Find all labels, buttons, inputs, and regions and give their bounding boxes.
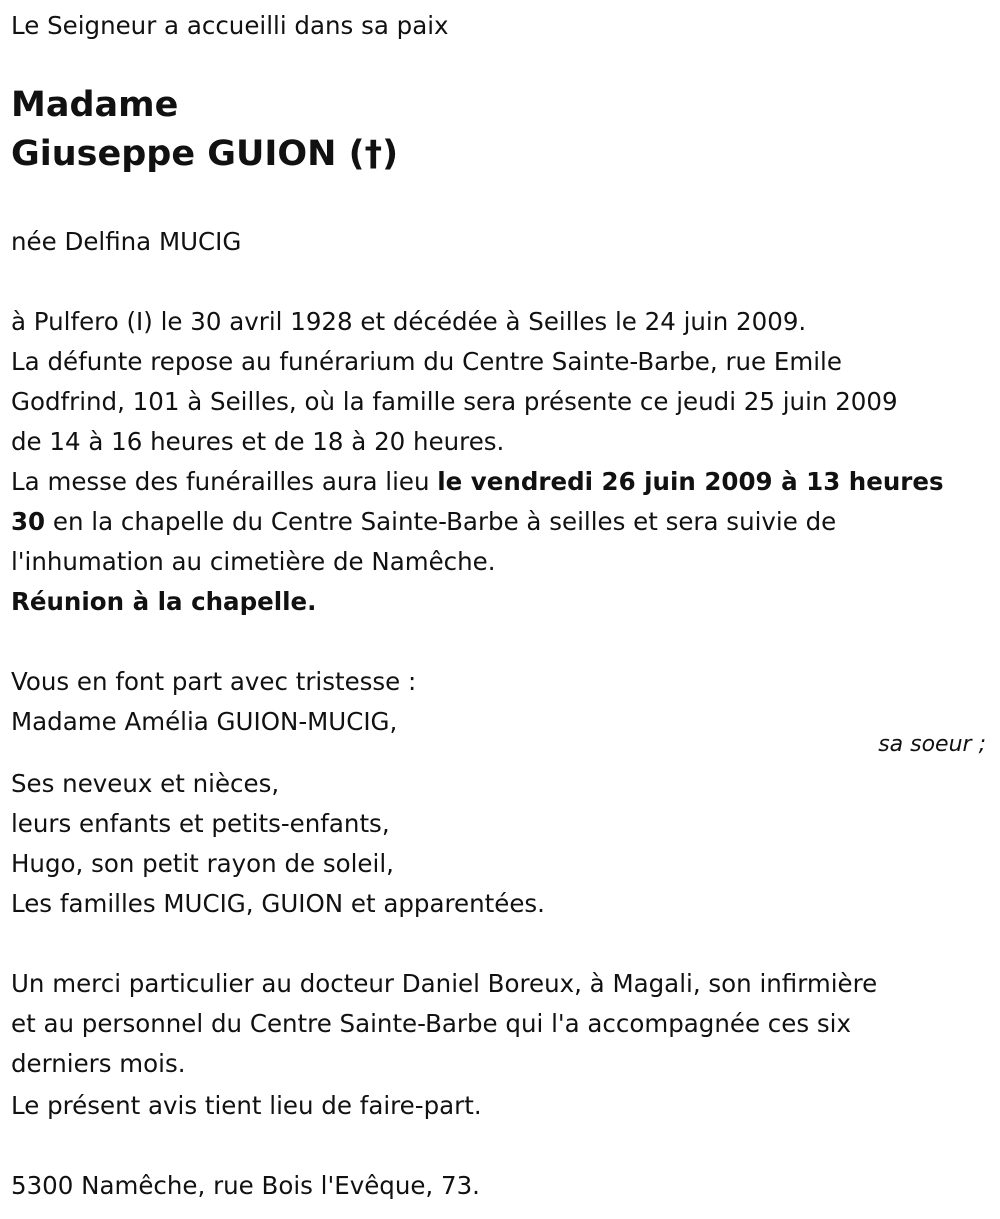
thanks-text-line3: derniers mois. xyxy=(11,1049,186,1078)
mass-intro: La messe des funérailles aura lieu xyxy=(11,467,438,496)
family-member: Madame Amélia GUION-MUCIG, xyxy=(11,707,398,736)
announce-text: Vous en font part avec tristesse : xyxy=(11,667,417,696)
mass-minutes: 30 xyxy=(11,507,46,536)
birth-death-text: à Pulfero (I) le 30 avril 1928 et décédée à Seilles le 24 juin 2009. xyxy=(11,307,807,336)
mass-text-line2 xyxy=(11,502,836,542)
family-role: sa soeur ; xyxy=(878,732,986,757)
intro-text: Le Seigneur a accueilli dans sa paix xyxy=(11,11,449,40)
repose-text-line2: Godfrind, 101 à Seilles, où la famille sera présente ce jeudi 25 juin 2009 xyxy=(11,387,898,416)
repose-text-line3: de 14 à 16 heures et de 18 à 20 heures. xyxy=(11,427,505,456)
address-text: 5300 Namêche, rue Bois l'Evêque, 73. xyxy=(11,1171,480,1200)
mass-text-line3: l'inhumation au cimetière de Namêche. xyxy=(11,547,496,576)
family-member: Ses neveux et nièces, xyxy=(11,769,280,798)
maiden-name: née Delfina MUCIG xyxy=(11,227,242,256)
deceased-name: Giuseppe GUION (†) xyxy=(11,134,399,174)
faire-part-text: Le présent avis tient lieu de faire-part. xyxy=(11,1091,482,1120)
family-member: leurs enfants et petits-enfants, xyxy=(11,809,390,838)
thanks-text-line2: et au personnel du Centre Sainte-Barbe qui l'a accompagnée ces six xyxy=(11,1009,851,1038)
mass-date-time: le vendredi 26 juin 2009 à 13 heures xyxy=(437,467,944,496)
thanks-text-line1: Un merci particulier au docteur Daniel Boreux, à Magali, son infirmière xyxy=(11,969,878,998)
mass-text-line1 xyxy=(11,462,944,502)
family-member: Hugo, son petit rayon de soleil, xyxy=(11,849,394,878)
reunion-text: Réunion à la chapelle. xyxy=(11,587,317,616)
title-honorific: Madame xyxy=(11,85,179,125)
family-member: Les familles MUCIG, GUION et apparentées. xyxy=(11,889,545,918)
repose-text-line1: La défunte repose au funérarium du Centre Sainte-Barbe, rue Emile xyxy=(11,347,842,376)
mass-location: en la chapelle du Centre Sainte-Barbe à seilles et sera suivie de xyxy=(45,507,837,536)
